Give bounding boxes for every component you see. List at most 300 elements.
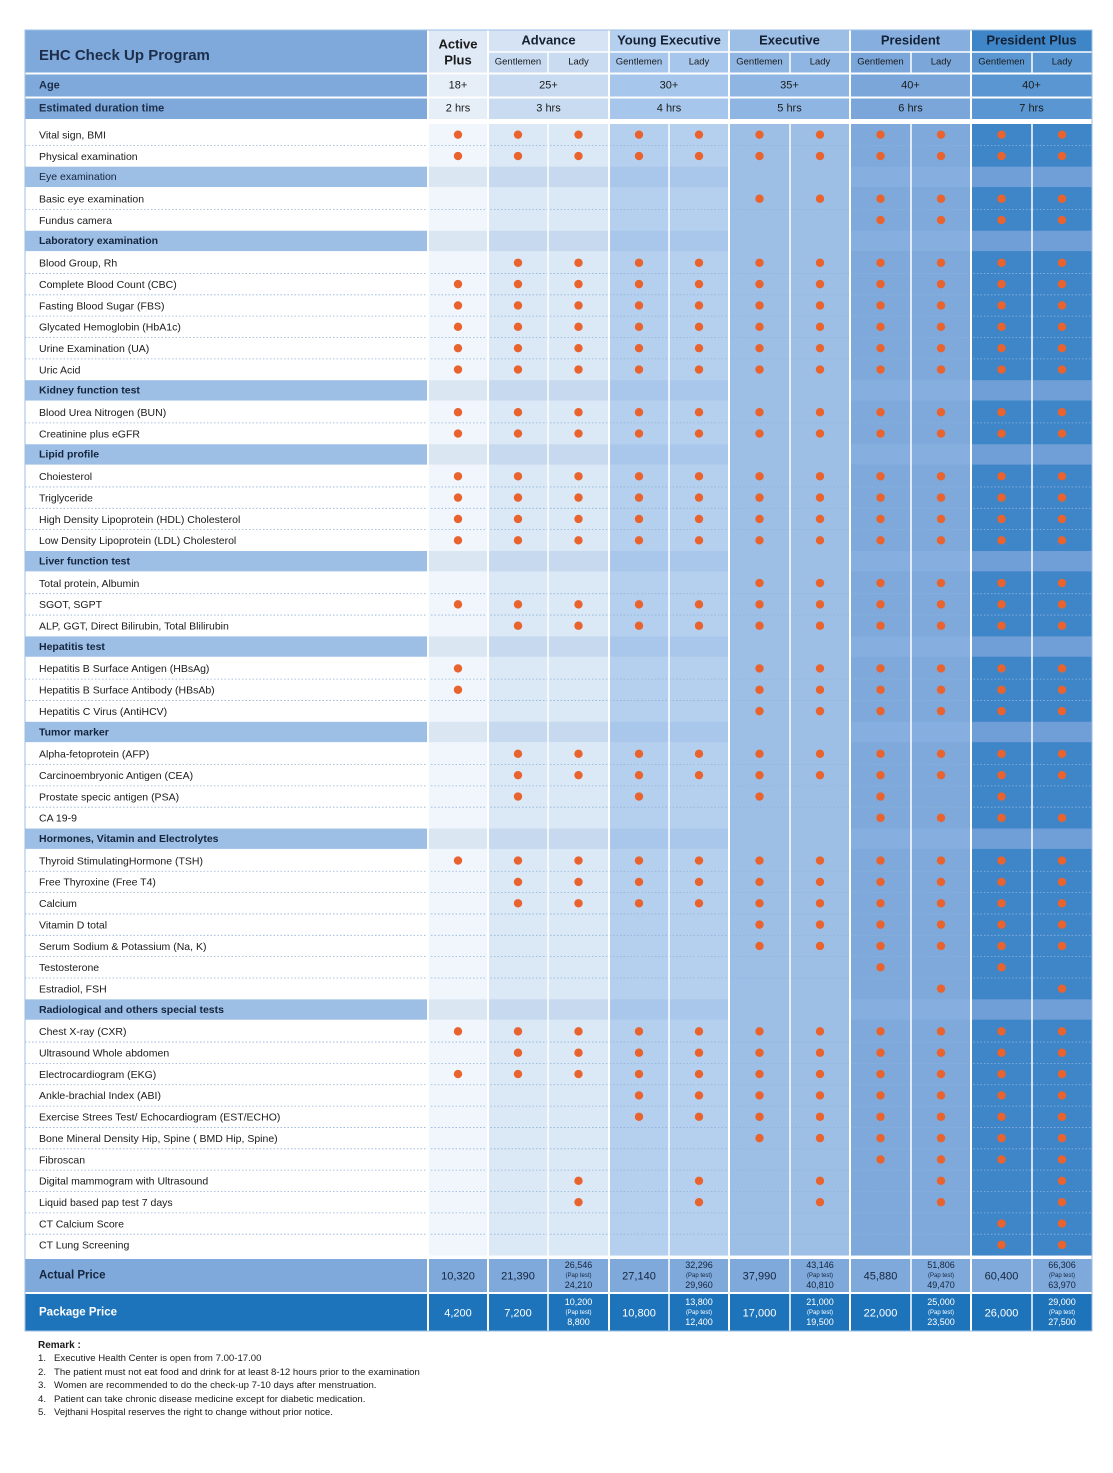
check-dot xyxy=(876,1027,884,1035)
check-dot xyxy=(635,792,643,800)
check-dot xyxy=(755,899,763,907)
section-band xyxy=(548,722,609,742)
section-band xyxy=(729,231,790,251)
age-value: 25+ xyxy=(539,79,558,92)
check-dot xyxy=(876,195,884,203)
section-band xyxy=(548,444,609,464)
section-band xyxy=(428,444,488,464)
test-label: Blood Urea Nitrogen (BUN) xyxy=(39,407,167,420)
check-dot xyxy=(635,771,643,779)
remark-text: Executive Health Center is open from 7.00-17.00 xyxy=(54,1353,262,1365)
check-dot xyxy=(1058,814,1066,822)
check-dot xyxy=(937,814,945,822)
package-price-value: 29,000 xyxy=(1048,1296,1076,1307)
check-dot xyxy=(574,1027,582,1035)
age-label-cell xyxy=(25,74,428,97)
section-band xyxy=(488,231,548,251)
check-dot xyxy=(635,600,643,608)
section-band xyxy=(488,167,548,187)
package-price-note: (Pap test) xyxy=(927,1310,955,1317)
check-dot xyxy=(997,536,1005,544)
check-dot xyxy=(454,344,462,352)
check-dot xyxy=(997,579,1005,587)
check-dot xyxy=(695,771,703,779)
section-band xyxy=(971,231,1032,251)
section-band xyxy=(911,231,971,251)
check-dot xyxy=(635,1049,643,1057)
section-band xyxy=(729,444,790,464)
actual-price-alt-value: 24,210 xyxy=(564,1279,593,1290)
check-dot xyxy=(574,408,582,416)
check-dot xyxy=(997,493,1005,501)
check-dot xyxy=(1058,878,1066,886)
group-name: President xyxy=(880,32,941,48)
check-dot xyxy=(1058,408,1066,416)
check-dot xyxy=(997,1113,1005,1121)
actual-price-note: (Pap test) xyxy=(927,1273,955,1280)
test-label: High Density Lipoprotein (HDL) Cholesterol xyxy=(39,513,241,526)
check-dot xyxy=(695,536,703,544)
check-dot xyxy=(755,472,763,480)
check-dot xyxy=(876,301,884,309)
section-band xyxy=(911,722,971,742)
section-band xyxy=(609,380,669,400)
section-band xyxy=(790,444,850,464)
check-dot xyxy=(937,750,945,758)
check-dot xyxy=(876,1091,884,1099)
test-label: Basic eye examination xyxy=(39,193,145,206)
check-dot xyxy=(1058,664,1066,672)
check-dot xyxy=(997,429,1005,437)
section-band xyxy=(548,380,609,400)
test-label: CT Calcium Score xyxy=(39,1218,124,1231)
test-label: Electrocardiogram (EKG) xyxy=(39,1068,157,1081)
remark-text: Patient can take chronic disease medicine except for diabetic medication. xyxy=(54,1393,366,1405)
check-dot xyxy=(514,152,522,160)
section-band xyxy=(971,444,1032,464)
check-dot xyxy=(695,130,703,138)
check-dot xyxy=(997,1155,1005,1163)
remark-number: 5. xyxy=(38,1407,47,1419)
check-dot xyxy=(997,152,1005,160)
check-dot xyxy=(1058,152,1066,160)
check-dot xyxy=(816,301,824,309)
section-band xyxy=(1032,551,1092,571)
duration-value: 2 hrs xyxy=(445,102,471,115)
check-dot xyxy=(876,130,884,138)
package-price-value: 10,200 xyxy=(564,1296,593,1307)
check-dot xyxy=(876,707,884,715)
check-dot xyxy=(454,323,462,331)
section-band xyxy=(729,167,790,187)
check-dot xyxy=(574,130,582,138)
check-dot xyxy=(514,472,522,480)
subcolumn-label: Lady xyxy=(809,56,831,68)
section-band xyxy=(669,722,729,742)
check-dot xyxy=(574,280,582,288)
check-dot xyxy=(997,1219,1005,1227)
check-dot xyxy=(755,130,763,138)
section-band xyxy=(548,231,609,251)
package-price-value: 26,000 xyxy=(984,1307,1019,1320)
check-dot xyxy=(997,856,1005,864)
package-price-value: 13,800 xyxy=(685,1296,713,1307)
remark-number: 1. xyxy=(38,1353,47,1365)
check-dot xyxy=(816,536,824,544)
test-label: Chest X-ray (CXR) xyxy=(39,1026,127,1039)
check-dot xyxy=(816,1177,824,1185)
check-dot xyxy=(937,1027,945,1035)
check-dot xyxy=(755,1113,763,1121)
check-dot xyxy=(1058,259,1066,267)
check-dot xyxy=(937,515,945,523)
check-dot xyxy=(816,750,824,758)
check-dot xyxy=(574,152,582,160)
section-band xyxy=(971,722,1032,742)
check-dot xyxy=(514,878,522,886)
check-dot xyxy=(755,323,763,331)
check-dot xyxy=(876,536,884,544)
section-band xyxy=(911,444,971,464)
subcolumn-label: Lady xyxy=(568,56,589,68)
remark-item-5 xyxy=(38,1406,420,1419)
check-dot xyxy=(454,664,462,672)
check-dot xyxy=(876,1155,884,1163)
section-band xyxy=(729,636,790,656)
section-band xyxy=(790,999,850,1019)
section-band xyxy=(1032,722,1092,742)
check-dot xyxy=(635,1113,643,1121)
test-label: Uric Acid xyxy=(39,364,81,377)
check-dot xyxy=(937,942,945,950)
remark-item-2 xyxy=(38,1366,420,1379)
check-dot xyxy=(1058,323,1066,331)
section-band xyxy=(609,722,669,742)
check-dot xyxy=(997,280,1005,288)
package-price-alt-value: 12,400 xyxy=(685,1316,713,1327)
check-dot xyxy=(755,792,763,800)
section-band xyxy=(971,167,1032,187)
test-label: Fasting Blood Sugar (FBS) xyxy=(39,300,165,313)
check-dot xyxy=(755,1091,763,1099)
check-dot xyxy=(937,493,945,501)
check-dot xyxy=(816,152,824,160)
check-dot xyxy=(695,472,703,480)
test-label: Estradiol, FSH xyxy=(39,983,107,996)
check-dot xyxy=(816,493,824,501)
test-label: Triglyceride xyxy=(39,492,93,505)
section-band xyxy=(729,551,790,571)
subcolumn-label: Lady xyxy=(930,56,952,68)
check-dot xyxy=(876,686,884,694)
duration-value: 6 hrs xyxy=(898,102,923,115)
check-dot xyxy=(997,195,1005,203)
section-band xyxy=(488,722,548,742)
remark-item-4 xyxy=(38,1393,420,1406)
section-band xyxy=(1032,829,1092,849)
check-dot xyxy=(937,216,945,224)
duration-value: 3 hrs xyxy=(536,102,561,115)
check-dot xyxy=(997,323,1005,331)
section-band xyxy=(850,551,911,571)
check-dot xyxy=(755,622,763,630)
actual-price-value: 37,990 xyxy=(742,1270,777,1283)
check-dot xyxy=(695,365,703,373)
check-dot xyxy=(816,1091,824,1099)
section-band xyxy=(729,722,790,742)
check-dot xyxy=(876,899,884,907)
check-dot xyxy=(574,323,582,331)
check-dot xyxy=(816,920,824,928)
check-dot xyxy=(937,472,945,480)
check-dot xyxy=(755,408,763,416)
package-price-note: (Pap test) xyxy=(565,1310,592,1317)
check-dot xyxy=(755,856,763,864)
check-dot xyxy=(454,408,462,416)
actual-price-alt-value: 29,960 xyxy=(685,1279,713,1290)
check-dot xyxy=(816,856,824,864)
section-band xyxy=(971,380,1032,400)
check-dot xyxy=(816,515,824,523)
test-label: CA 19-9 xyxy=(39,812,77,825)
check-dot xyxy=(997,515,1005,523)
check-dot xyxy=(1058,344,1066,352)
test-label: Ankle-brachial Index (ABI) xyxy=(39,1090,161,1103)
check-dot xyxy=(635,259,643,267)
section-band xyxy=(428,999,488,1019)
check-dot xyxy=(695,1070,703,1078)
check-dot xyxy=(635,856,643,864)
test-label: Choiesterol xyxy=(39,471,93,484)
section-band xyxy=(428,380,488,400)
section-band xyxy=(911,999,971,1019)
test-label: CT Lung Screening xyxy=(39,1239,130,1252)
check-dot xyxy=(454,515,462,523)
test-label: SGOT, SGPT xyxy=(39,599,103,612)
check-dot xyxy=(876,920,884,928)
section-band xyxy=(850,829,911,849)
check-dot xyxy=(514,792,522,800)
section-band xyxy=(609,551,669,571)
check-dot xyxy=(574,878,582,886)
check-dot xyxy=(1058,1027,1066,1035)
check-dot xyxy=(514,280,522,288)
test-label: Glycated Hemoglobin (HbA1c) xyxy=(39,321,181,334)
actual-price-value: 43,146 xyxy=(806,1259,834,1270)
group-name: Advance xyxy=(521,32,576,48)
check-dot xyxy=(755,707,763,715)
table-title: EHC Check Up Program xyxy=(39,46,210,64)
check-dot xyxy=(937,536,945,544)
test-label: Total protein, Albumin xyxy=(39,577,140,590)
remark-text: Vejthani Hospital reserves the right to change without prior notice. xyxy=(54,1407,333,1419)
check-dot xyxy=(574,600,582,608)
test-label: Urine Examination (UA) xyxy=(39,342,150,355)
check-dot xyxy=(1058,920,1066,928)
section-band xyxy=(729,380,790,400)
check-dot xyxy=(574,365,582,373)
remark-number: 4. xyxy=(38,1393,47,1405)
check-dot xyxy=(695,622,703,630)
package-price-value: 10,800 xyxy=(622,1307,656,1320)
test-label: Creatinine plus eGFR xyxy=(39,428,140,441)
check-dot xyxy=(816,1134,824,1142)
check-dot xyxy=(997,1134,1005,1142)
test-label: Physical examination xyxy=(39,150,138,163)
check-dot xyxy=(937,664,945,672)
check-dot xyxy=(876,344,884,352)
section-label: Hepatitis test xyxy=(39,640,105,653)
check-dot xyxy=(937,1113,945,1121)
section-label: Eye examination xyxy=(39,171,117,184)
test-label: ALP, GGT, Direct Bilirubin, Total Blilirubin xyxy=(39,620,229,633)
check-dot xyxy=(514,771,522,779)
check-dot xyxy=(876,323,884,331)
check-dot xyxy=(514,856,522,864)
check-dot xyxy=(1058,365,1066,373)
actual-price-value: 26,546 xyxy=(564,1259,593,1270)
actual-price-note: (Pap test) xyxy=(685,1273,713,1280)
check-dot xyxy=(876,429,884,437)
section-band xyxy=(548,167,609,187)
check-dot xyxy=(876,259,884,267)
check-dot xyxy=(1058,515,1066,523)
check-dot xyxy=(937,195,945,203)
actual-price-note: (Pap test) xyxy=(565,1273,592,1280)
check-dot xyxy=(695,1177,703,1185)
check-dot xyxy=(1058,1241,1066,1249)
section-band xyxy=(428,722,488,742)
section-label: Tumor marker xyxy=(39,726,109,739)
check-dot xyxy=(876,963,884,971)
section-band xyxy=(669,231,729,251)
package-price-value: 25,000 xyxy=(927,1296,955,1307)
group-name: Executive xyxy=(759,32,820,48)
check-dot xyxy=(937,920,945,928)
check-dot xyxy=(997,344,1005,352)
check-dot xyxy=(635,408,643,416)
check-dot xyxy=(876,216,884,224)
check-dot xyxy=(695,856,703,864)
section-band xyxy=(669,380,729,400)
check-dot xyxy=(816,130,824,138)
section-band xyxy=(790,636,850,656)
section-band xyxy=(850,167,911,187)
section-band xyxy=(911,167,971,187)
check-dot xyxy=(816,259,824,267)
test-label: Liquid based pap test 7 days xyxy=(39,1196,173,1209)
check-dot xyxy=(695,878,703,886)
package-price-alt-value: 19,500 xyxy=(806,1316,834,1327)
check-dot xyxy=(514,323,522,331)
section-band xyxy=(488,829,548,849)
section-band xyxy=(488,444,548,464)
check-dot xyxy=(816,1198,824,1206)
check-dot xyxy=(755,1070,763,1078)
section-band xyxy=(971,551,1032,571)
check-dot xyxy=(816,1113,824,1121)
check-dot xyxy=(876,408,884,416)
check-dot xyxy=(816,280,824,288)
check-dot xyxy=(876,1049,884,1057)
check-dot xyxy=(574,1070,582,1078)
check-dot xyxy=(755,344,763,352)
check-dot xyxy=(937,1070,945,1078)
check-dot xyxy=(1058,493,1066,501)
test-label: Blood Group, Rh xyxy=(39,257,118,270)
check-dot xyxy=(876,600,884,608)
test-label: Hepatitis B Surface Antibody (HBsAb) xyxy=(39,684,215,697)
actual-price-alt-value: 49,470 xyxy=(927,1279,955,1290)
check-dot xyxy=(876,814,884,822)
check-dot xyxy=(574,429,582,437)
group-name: Plus xyxy=(444,52,472,68)
test-label: Low Density Lipoprotein (LDL) Cholesterol xyxy=(39,535,237,548)
age-value: 35+ xyxy=(780,79,799,92)
package-price-note: (Pap test) xyxy=(685,1310,713,1317)
subcolumn-label: Gentlemen xyxy=(857,56,904,68)
check-dot xyxy=(876,579,884,587)
check-dot xyxy=(937,152,945,160)
check-dot xyxy=(937,856,945,864)
section-band xyxy=(609,829,669,849)
section-band xyxy=(609,444,669,464)
remark-text: The patient must not eat food and drink for at least 8-12 hours prior to the examination xyxy=(54,1366,420,1378)
check-dot xyxy=(755,878,763,886)
package-price-alt-value: 27,500 xyxy=(1048,1316,1076,1327)
check-dot xyxy=(454,472,462,480)
check-dot xyxy=(1058,707,1066,715)
test-label: Bone Mineral Density Hip, Spine ( BMD Hip, Spine) xyxy=(39,1132,278,1145)
check-dot xyxy=(755,942,763,950)
check-dot xyxy=(1058,301,1066,309)
package-price-value: 7,200 xyxy=(504,1307,532,1320)
section-band xyxy=(911,380,971,400)
section-band xyxy=(488,636,548,656)
check-dot xyxy=(1058,750,1066,758)
section-band xyxy=(850,722,911,742)
check-dot xyxy=(695,259,703,267)
column-band xyxy=(488,124,548,1256)
check-dot xyxy=(1058,216,1066,224)
section-band xyxy=(1032,999,1092,1019)
actual-price-value: 27,140 xyxy=(622,1270,656,1283)
section-band xyxy=(609,999,669,1019)
check-dot xyxy=(997,1091,1005,1099)
check-dot xyxy=(454,280,462,288)
check-dot xyxy=(1058,280,1066,288)
check-dot xyxy=(1058,429,1066,437)
check-dot xyxy=(937,984,945,992)
section-band xyxy=(729,829,790,849)
subcolumn-label: Gentlemen xyxy=(615,56,663,68)
check-dot xyxy=(514,301,522,309)
actual-price-value: 10,320 xyxy=(441,1270,475,1283)
check-dot xyxy=(454,686,462,694)
check-dot xyxy=(454,1027,462,1035)
check-dot xyxy=(755,1027,763,1035)
check-dot xyxy=(1058,856,1066,864)
check-dot xyxy=(695,899,703,907)
test-label: Calcium xyxy=(39,898,77,911)
check-dot xyxy=(574,515,582,523)
check-dot xyxy=(635,301,643,309)
check-dot xyxy=(514,536,522,544)
check-dot xyxy=(514,408,522,416)
test-label: Free Thyroxine (Free T4) xyxy=(39,876,156,889)
package-price-note: (Pap test) xyxy=(1048,1310,1076,1317)
actual-price-value: 45,880 xyxy=(863,1270,898,1283)
